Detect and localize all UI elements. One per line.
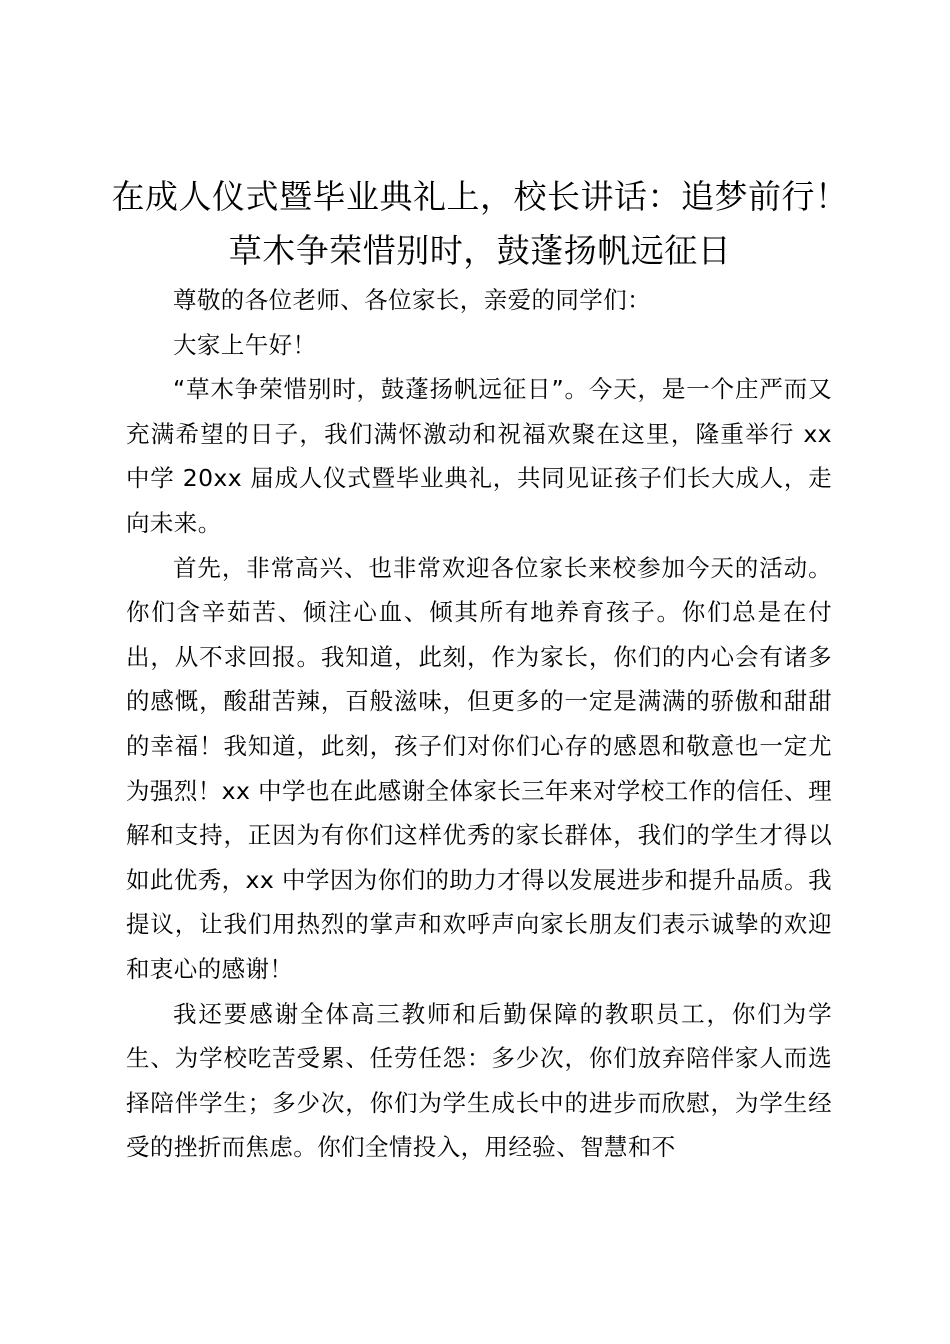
greeting: 大家上午好！ [173, 330, 317, 359]
paragraph-thanks-teachers: 我还要感谢全体高三教师和后勤保障的教职员工，你们为学生、为学校吃苦受累、任劳任怨：多少次，你们放弃陪伴家人而选择陪伴学生；多少次，你们为学生成长中的进步而欣慰，为学生经受的挫折而焦虑。你们全情投入，用经验、智慧和不 [126, 999, 832, 1162]
document-body [126, 278, 832, 1170]
document-title: 在成人仪式暨毕业典礼上，校长讲话：追梦前行！草木争荣惜别时，鼓蓬扬帆远征日 [111, 177, 849, 270]
paragraph-opening: “草木争荣惜别时，鼓蓬扬帆远征日”。今天，是一个庄严而又充满希望的日子，我们满怀激动和祝福欢聚在这里，隆重举行 xx 中学 20xx 届成人仪式暨毕业典礼，共同见证孩子们长大成人，走向未来。 [126, 375, 832, 537]
paragraph-thanks-parents: 首先，非常高兴、也非常欢迎各位家长来校参加今天的活动。你们含辛茹苦、倾注心血、倾其所有地养育孩子。你们总是在付出，从不求回报。我知道，此刻，作为家长，你们的内心会有诸多的感慨，酸甜苦辣，百般滋味，但更多的一定是满满的骄傲和甜甜的幸福！我知道，此刻，孩子们对你们心存的感恩和敬意也一定尤为强烈！xx 中学也在此感谢全体家长三年来对学校工作的信任、理解和支持，正因为有你们这样优秀的家长群体，我们的学生才得以如此优秀，xx 中学因为你们的助力才得以发展进步和提升品质。我提议，让我们用热烈的掌声和欢呼声向家长朋友们表示诚挚的欢迎和衷心的感谢！ [126, 553, 832, 983]
salutation: 尊敬的各位老师、各位家长，亲爱的同学们： [173, 286, 651, 314]
